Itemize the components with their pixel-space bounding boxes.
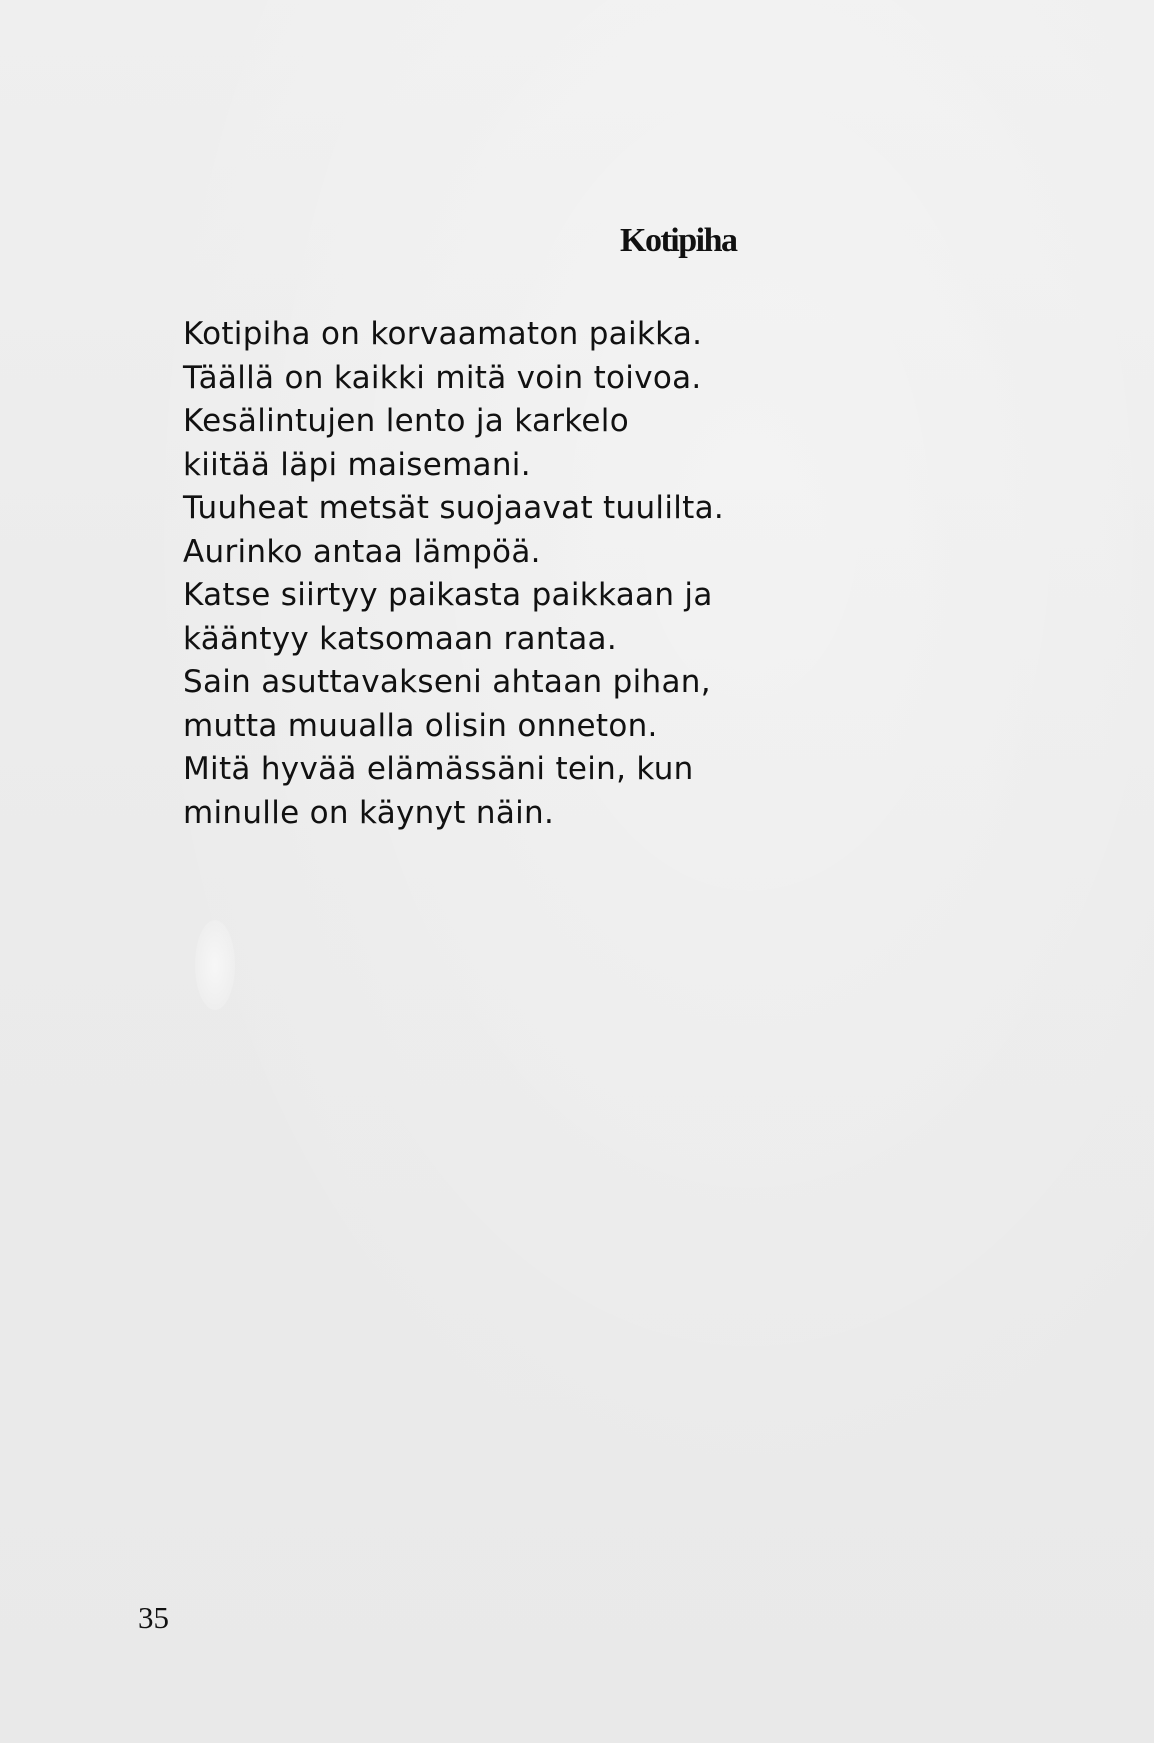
poem-line: Tuuheat metsät suojaavat tuulilta. <box>183 490 725 526</box>
poem-line: minulle on käynyt näin. <box>183 794 555 831</box>
poem-line: Sain asuttavakseni ahtaan pihan, <box>183 664 711 700</box>
poem-title: Kotipiha <box>620 222 737 259</box>
poem-line: Täällä on kaikki mitä voin toivoa. <box>183 359 702 396</box>
poem-line: kiitää läpi maisemani. <box>183 446 531 483</box>
poem-line: Katse siirtyy paikasta paikkaan ja <box>183 577 713 613</box>
poem-line: kääntyy katsomaan rantaa. <box>183 620 618 657</box>
page-number: 35 <box>138 1600 169 1635</box>
paper-smudge <box>195 920 235 1010</box>
poem-line: Kesälintujen lento ja karkelo <box>183 403 629 439</box>
poem-body <box>183 313 724 835</box>
poem-line: Kotipiha on korvaamaton paikka. <box>183 316 703 352</box>
poem-line: Mitä hyvää elämässäni tein, kun <box>183 751 694 787</box>
poem-line: mutta muualla olisin onneton. <box>183 707 658 744</box>
poem-line: Aurinko antaa lämpöä. <box>183 533 541 570</box>
